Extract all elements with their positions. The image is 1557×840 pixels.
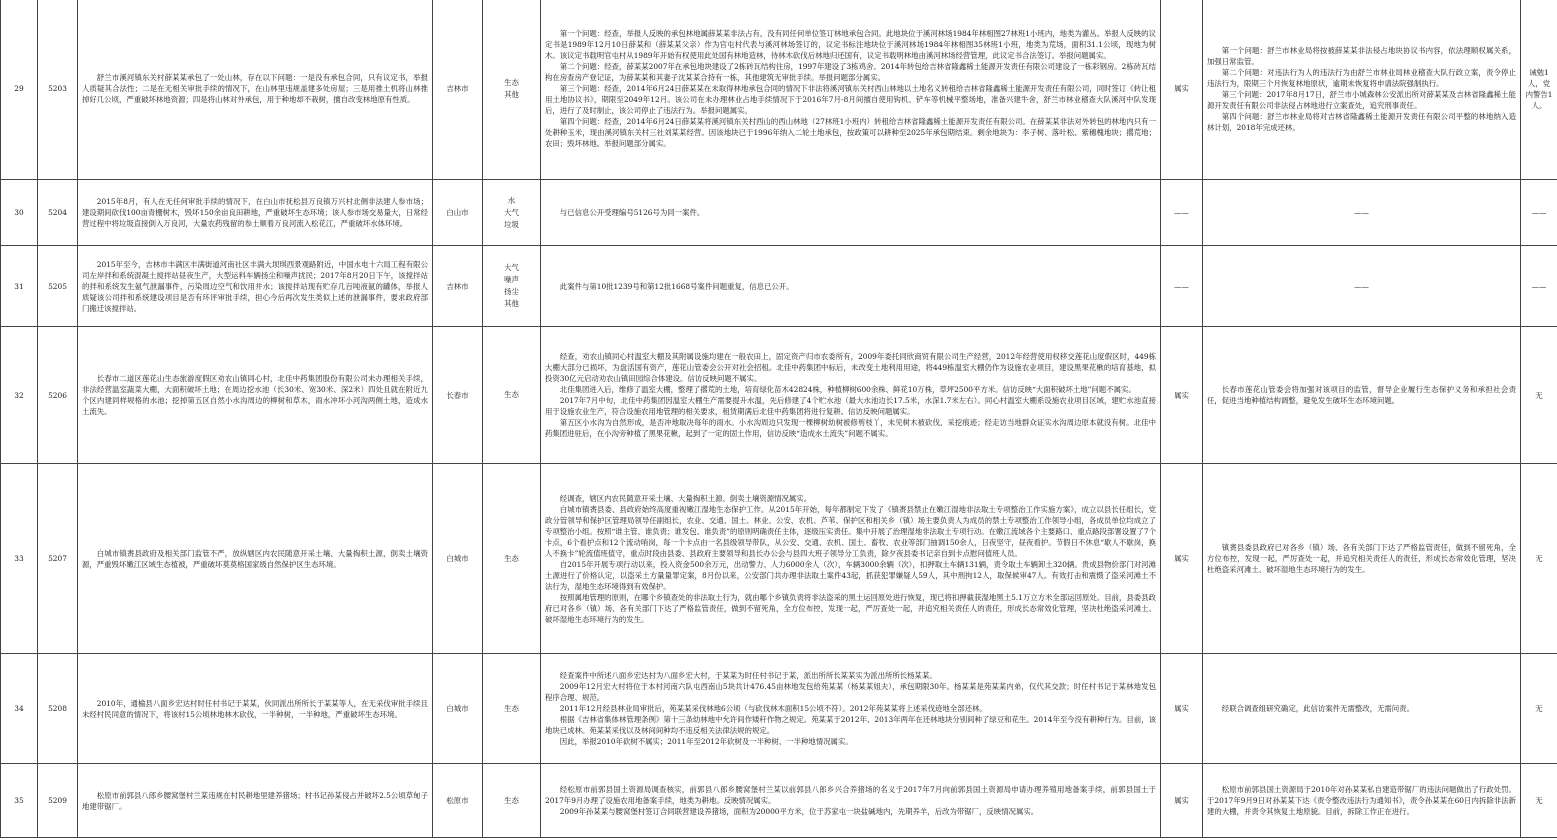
investigation-findings: [541, 327, 1161, 464]
complaint-content: 2010年，通榆县八面乡宏达村时任村书记于某某，伙同派出所所长于某某等人，在无采伐审批手续且未经村民同意的情况下，将该村15公顷林地林木砍伐，一半种树，一半种地，严重破坏生态环境。: [78, 654, 433, 764]
finding-paragraph: 经调查，辖区内农民随意开采土壤、大量掏积土源、倒卖土壤资源情况属实。: [559, 493, 812, 503]
finding-paragraph: 第一个问题：经查，举报人反映的承包林地属薛某某非法占有，没有同任何单位签订林地承包合同。此地块位于溪河林场1984年林相图27林班1小班内，地类为灌丛。举报人反映的议定书是1989年12月10日薛某和（薛某某父亲）作为官屯村代表与溪河林场签订的，议定书标注地块位于溪河林场1984年林相图35林班1小班，地类为荒场，面积31.1公顷，现地为树木。该议定书载明官屯村从1989年开始有权使用此处国有林地造林，待林木砍伐后林地归还国有，议定书载明林地由溪河林场经营管理，此议定书合法签订。举报问题属实。: [545, 29, 1156, 60]
complaint-content: 白城市镇赉县政府及相关部门监管不严，放纵辖区内农民随意开采土壤、大量掏积土源，倒卖土壤资源，严重毁坏嫩江区域生态植被，严重破坏莫莫格国家级自然保护区生态环境。: [78, 464, 433, 654]
handling-paragraph: 长春市莲花山管委会将加强对该项目的监管，督导企业履行生态保护义务和承担社会责任，促进当地种植结构调整，避免发生破坏生态环境问题。: [1207, 385, 1516, 405]
city: 白城市: [433, 654, 483, 764]
table-row: [1, 464, 1557, 654]
investigation-findings: [541, 180, 1161, 246]
finding-paragraph: 第五区小水沟为自然形成，是否冲地取决每年的雨水。小水沟周边只发现一棵柳树幼树被修剪枝丫，未见树木被砍伐、采挖痕迹；经走访当地群众证实水沟周边原本就没有树。北佳中药集团进驻后，在小沟旁种植了黑果花楸，起到了一定的固土作用，信访反映“造成水土流失”问题不属实。: [545, 418, 1156, 438]
case-number: 34: [1, 654, 38, 764]
handling-paragraph: 经联合调查组研究确定，此信访案件无需整改，无需问责。: [1221, 704, 1414, 713]
handling-paragraph: ——: [1354, 281, 1369, 291]
finding-paragraph: 2009年12月宏大村将位于本村河南六队屯西南山5块共计476.45亩林地发包给苑某某（杨某某姐夫），承包期限30年。杨某某是苑某某内弟，仅代其交款；时任村书记于某林地发包程序合理、规范。: [545, 682, 1156, 702]
city: 长春市: [433, 327, 483, 464]
handling-measures: [1203, 464, 1521, 654]
table-row: [1, 327, 1557, 464]
case-code: 5209: [38, 764, 78, 838]
case-code: 5204: [38, 180, 78, 246]
complaint-content: 2015年至今，吉林市丰满区丰满街道河南社区丰满大坝琪西景观路附近，中国水电十六局工程有限公司左岸拌和系统混凝土搅拌站昼夜生产，大型运料车辆扬尘和噪声扰民；2017年8月20日下午，该搅拌站的拌和系统发生氨气泄漏事件，污染周边空气和饮用井水；该搅拌站现有贮存几百吨液氨的罐体，举报人质疑该公司拌和系统建设项目是否有环评审批手续，担心今后再次发生类似上述的泄漏事件，要求政府部门搬迁该搅拌站。: [78, 246, 433, 327]
city: 松原市: [433, 764, 483, 838]
issue-category: 大气 噪声 扬尘 其他: [483, 246, 541, 327]
finding-paragraph: 白城市镇赉县委、县政府始终高度重视嫩江湿地生态保护工作。从2015年开始，每年都制定下发了《镇赉县禁止在嫩江湿地非法取土专项整治工作实施方案》，成立以县长任组长，党政分管领导和保护区管理局领导任副组长，农业、交通、国土、林业、公安、农机、芦苇、保护区和相关乡（镇）场主要负责人为成员的禁土专项整治工作领导小组，各成员单位均成立了专项整治小组。按照“谁主管、谁负责；谁发包、谁负责”的原则明确责任主体，逐级压实责任。集中开展了治理湿地非法取土专项行动。在嫩江流域各个主要路口、重点路段部署设置了7个卡点，6个看护点和12个流动哨岗，每一个卡点由一名县级领导带队，从公安、交通、农机、国土、畜牧、农业等部门抽调150余人，日夜坚守，昼夜看护。节假日不休息“歇人不歇岗，换人不换卡”轮流值班值守，重点时段由县委、县政府主要领导和县长办公会与县四大班子领导分工负责，除夕夜县委书记亲自到卡点慰问值班人员。: [545, 504, 1156, 558]
investigation-findings: [541, 0, 1161, 180]
city: 白山市: [433, 180, 483, 246]
handling-measures: [1203, 180, 1521, 246]
investigation-findings: [541, 654, 1161, 764]
accountability: ——: [1521, 180, 1557, 246]
issue-category: 生态: [483, 654, 541, 764]
handling-paragraph: 第一个问题：舒兰市林业局将按被薛某某非法侵占地块协议书内容，依法理顺权属关系，加强日常监管。: [1207, 45, 1516, 66]
table-row: [1, 180, 1557, 246]
city: 白城市: [433, 464, 483, 654]
accountability: 无: [1521, 654, 1557, 764]
complaint-content: 长春市二道区莲花山生态旅游度假区劝农山镇同心村，北佳中药集团股份有限公司未办理相关手续，非法经营温室蔬菜大棚，大面积破坏土地；在周边挖水池（长30米、宽30米、深2米）四处且就在附近九个区内建同样规格的水池；挖掉第五区自然小水沟周边的柳树和草木，雨水冲坏小河沟两侧土地，造成水土流失。: [78, 327, 433, 464]
case-number: 31: [1, 246, 38, 327]
case-code: 5206: [38, 327, 78, 464]
handling-measures: [1203, 764, 1521, 838]
verification-status: 属实: [1161, 764, 1203, 838]
issue-category: 生态: [483, 327, 541, 464]
investigation-findings: [541, 246, 1161, 327]
finding-paragraph: 此案件与第10批1239号和第12批1668号案件问题重复，信息已公开。: [559, 281, 794, 291]
finding-paragraph: 经查案件中所述八面乡宏达村为八面乡宏大村，于某某为时任村书记于某，派出所所长某某实为派出所所长杨某某。: [559, 671, 937, 680]
handling-paragraph: 第二个问题：对违法行为人的违法行为由舒兰市林业局林业稽查大队行政立案，责令停止违法行为，限期三个月恢复林地原状，逾期未恢复将申请法院强制执行。: [1207, 67, 1516, 88]
case-number: 30: [1, 180, 38, 246]
city: 吉林市: [433, 0, 483, 180]
finding-paragraph: 2009年孙某某与腰窝堡村签订合同联营建设养猪场，面积为20000平方米，位于苏家屯一块盐碱地内，先期养羊，后改为带锯厂，反映情况属实。: [559, 807, 1039, 816]
finding-paragraph: 第四个问题：经查，2014年6月24日薛某某将溪河镇东关村西山的西山林地（27林班1小班内）转租给吉林省隆鑫稀土能源开发责任有限公司。在薛某某非法对外转包的林地内只有一处耕种玉米，现由溪河镇东关村三社刘某某经营。因该地块已于1996年纳入二轮土地承包，按政策可以耕种至2025年承包期结束。剩余地块为：李子树、落叶松、紫穗槐地块；撂荒地；农田；毁坏林地。举报问题部分属实。: [545, 117, 1156, 148]
finding-paragraph: 2017年7月中旬，北佳中药集团因温室大棚生产需要提升水温，先后修建了4个贮水池（最大水池边长17.5米，水深1.7米左右）。同心村温室大棚系设施农业项目区域，建贮水池直接用于设施农业生产，符合设施农用地管理的相关要求，租赁期满后北佳中药集团将进行复耕。信访反映问题属实。: [545, 396, 1156, 416]
verification-status: 属实: [1161, 654, 1203, 764]
complaint-content: 松原市前郭县八郎乡腰窝堡村兰某违规在村民耕地里建养猪场；村书记孙某侵占并破坏2.5公顷草甸子地建带锯厂。: [78, 764, 433, 838]
finding-paragraph: 经查，劝农山镇同心村温室大棚及其附属设施均建在一般农田上，固定资产归市农委所有，2009年委托同欣商贸有限公司生产经营，2012年经营使用权移交莲花山度假区时，449栋大棚大部分已损坏，为盘活国有资产，莲花山管委会公开对社会招租。北佳中药集团中标后，未改变土地利用用途，将449栋温室大棚仍作为设施农业项目，建设黑果花楸的培育基地，拟投资30亿元启动劝农山镇田园综合体建设。信访反映问题不属实。: [545, 352, 1156, 383]
finding-paragraph: 因此，举报2010年砍树不属实；2011年至2012年砍树及一半种树、一半种地情况属实。: [559, 737, 853, 746]
case-rows: [1, 0, 1557, 838]
verification-status: 属实: [1161, 327, 1203, 464]
handling-measures: [1203, 327, 1521, 464]
table-row: [1, 246, 1557, 327]
case-number: 35: [1, 764, 38, 838]
handling-measures: [1203, 654, 1521, 764]
finding-paragraph: 第二个问题：经查，薛某某2007年在承包地块建设了2栋砖瓦结构住房，1997年建设了3栋鸡舍。2014年转包给吉林省隆鑫稀土能源开发责任有限公司建设了一栋彩钢房。2栋砖瓦结构在房查房产登记证，为薛某某和其妻子沈某某合持有一栋，其他建筑无审批手续。举报问题部分属实。: [545, 62, 1156, 82]
complaint-content: 舒兰市溪河镇东关村薛某某承包了一处山林，存在以下问题：一是没有承包合同，只有议定书，举报人质疑其合法性；二是在无相关审批手续的情况下，在山林里违规盖建多处房屋；三是用推土机将山林推掉好几公顷，严重破坏林地资源；四是将山林对外承包，用于种地却不栽树，擅自改变林地原有性质。: [78, 0, 433, 180]
finding-paragraph: 与已信息公开受理编号5126号为同一案件。: [559, 208, 705, 217]
handling-measures: [1203, 0, 1521, 180]
investigation-findings: [541, 764, 1161, 838]
accountability: 无: [1521, 764, 1557, 838]
finding-paragraph: 按照属地管理的原则，在哪个乡镇查处的非法取土行为，就由哪个乡镇负责将非法盗采的黑土运回原处进行恢复，现已将扣押截获湿地黑土5.1万立方米全部运回原处。目前，县委县政府已对各乡（镇）场、各有关部门下达了严格监管责任，做到不留死角，全方位布控，发现一起，严厉查处一起，并追究相关责任人的责任，形成长态常效化管理，坚决杜绝盗采河滩土、破坏湿地生态环境行为的发生。: [545, 592, 1156, 624]
verification-status: 属实: [1161, 464, 1203, 654]
case-number: 32: [1, 327, 38, 464]
handling-measures: [1203, 246, 1521, 327]
accountability: 诫勉1人，党内警告1人。: [1521, 0, 1557, 180]
case-code: 5207: [38, 464, 78, 654]
handling-paragraph: ——: [1354, 208, 1369, 217]
verification-status: ——: [1161, 180, 1203, 246]
case-code: 5205: [38, 246, 78, 327]
table-row: [1, 764, 1557, 838]
issue-category: 生态 其他: [483, 0, 541, 180]
accountability: ——: [1521, 246, 1557, 327]
accountability: 无: [1521, 464, 1557, 654]
verification-status: 属实: [1161, 0, 1203, 180]
issue-category: 水 大气 垃圾: [483, 180, 541, 246]
table-row: [1, 654, 1557, 764]
handling-paragraph: 镇赉县委县政府已对各乡（镇）场、各有关部门下达了严格监管责任，做到不留死角，全方位布控，发现一起，严厉查处一起，并追究相关责任人的责任，形成长态常效化管理，坚决杜绝盗采河滩土、破坏湿地生态环境行为的发生。: [1207, 543, 1516, 574]
finding-paragraph: 2011年12月经县林业局审批后，苑某某采伐林地6公顷（与砍伐林木面积15公顷不符）。2012年苑某某将上述采伐迹地全部还林。: [559, 704, 987, 713]
issue-category: 生态: [483, 764, 541, 838]
issue-category: 生态: [483, 464, 541, 654]
finding-paragraph: 根据《吉林省集体林管理条例》第十三条幼林地中允许间作矮秆作物之规定。苑某某于2012年、2013年两年在还林地块分别间种了绿豆和花生。2014年至今没有耕种行为。目前，该地块已成林。苑某某采伐以及林间间种均不违反相关法律法规的规定。: [545, 715, 1156, 735]
case-code: 5208: [38, 654, 78, 764]
complaint-content: 2015年8月，有人在无任何审批手续的情况下，在白山市抚松县万良镇万兴村北侧非法建人参市场；建设期间砍伐100亩青栅树木，毁坏150余亩良田耕地，严重破坏生态环境；该人参市场交易量大，日常经营过程中将垃圾直接倒入万良河，大量农药残留的参土顺着万良河流入松花江，严重破坏水体环境。: [78, 180, 433, 246]
finding-paragraph: 第三个问题：经查，2014年6月24日薛某某在未取得林地承包合同的情况下非法将溪河镇东关村西山林地以土地名义转租给吉林省隆鑫稀土能源开发责任有限公司，同时签订《转让租用土地协议书》，期限至2049年12月。该公司在未办理林业占地手续情况下于2016年7月-8月间擅自使用钩机、铲车等机械平整场地，准备兴建牛舍，舒兰市林业稽查大队溪河中队发现后，进行了及时制止，该公司停止了违法行为。举报问题属实。: [545, 84, 1156, 115]
handling-paragraph: 第四个问题：舒兰市林业局将对吉林省隆鑫稀土能源开发责任有限公司平整的林地纳入造林计划，2018年完成还林。: [1207, 111, 1516, 132]
case-code: 5203: [38, 0, 78, 180]
finding-paragraph: 自2015年开展专项行动以来，投入资金500余万元，出动警力、人力6000余人（次），车辆3000余辆（次），扣押取土车辆131辆，责令取土车辆卸土320辆。贵成县物价部门对河滩土源进行了价格认定，以盗采土方量量罪定案，8月份以来，公安部门共办理非法取土案件43起，抓获犯罪嫌疑人59人，其中刑拘12人，取保候审47人。有效打击和震慑了盗采河滩土不法行为，湿地生态环境得到有效保护。: [545, 559, 1156, 591]
handling-paragraph: 第三个问题：2017年8月17日，舒兰市小城森林公安派出所对薛某某及吉林省隆鑫稀土能源开发责任有限公司非法侵占林地进行立案查处，追究刑事责任。: [1207, 89, 1516, 110]
case-number: 33: [1, 464, 38, 654]
handling-paragraph: 松原市前郭县国土资源局于2010年对孙某某私自建造带锯厂的违法问题做出了行政处罚。于2017年9月9日对孙某某下达《责令整改违法行为通知书》，责令孙某某在60日内拆除非法新建的大棚，并责令其恢复土地原貌。目前，拆除工作正在进行。: [1207, 785, 1516, 816]
accountability: 无: [1521, 327, 1557, 464]
investigation-findings: [541, 464, 1161, 654]
finding-paragraph: 经松原市前郭县国土资源局调查核实，前郭县八郎乡腰窝堡村兰某以前郭县八郎乡兴合养猪场的名义于2017年7月向前郭县国土资源局申请办理养殖用地备案手续，前郭县国土于2017年9月办理了设施农用地备案手续，地类为耕地。反映情况属实。: [545, 785, 1156, 805]
finding-paragraph: 北佳集团进入后，维修了温室大棚，整理了撂荒的土地，培育绿化苗木42824株，种植柳树600余株、鲜花10万株，草坪2500平方米。信访反映“大面积破坏土地”问题不属实。: [559, 385, 1136, 394]
city: 吉林市: [433, 246, 483, 327]
case-number: 29: [1, 0, 38, 180]
verification-status: ——: [1161, 246, 1203, 327]
table-row: [1, 0, 1557, 180]
